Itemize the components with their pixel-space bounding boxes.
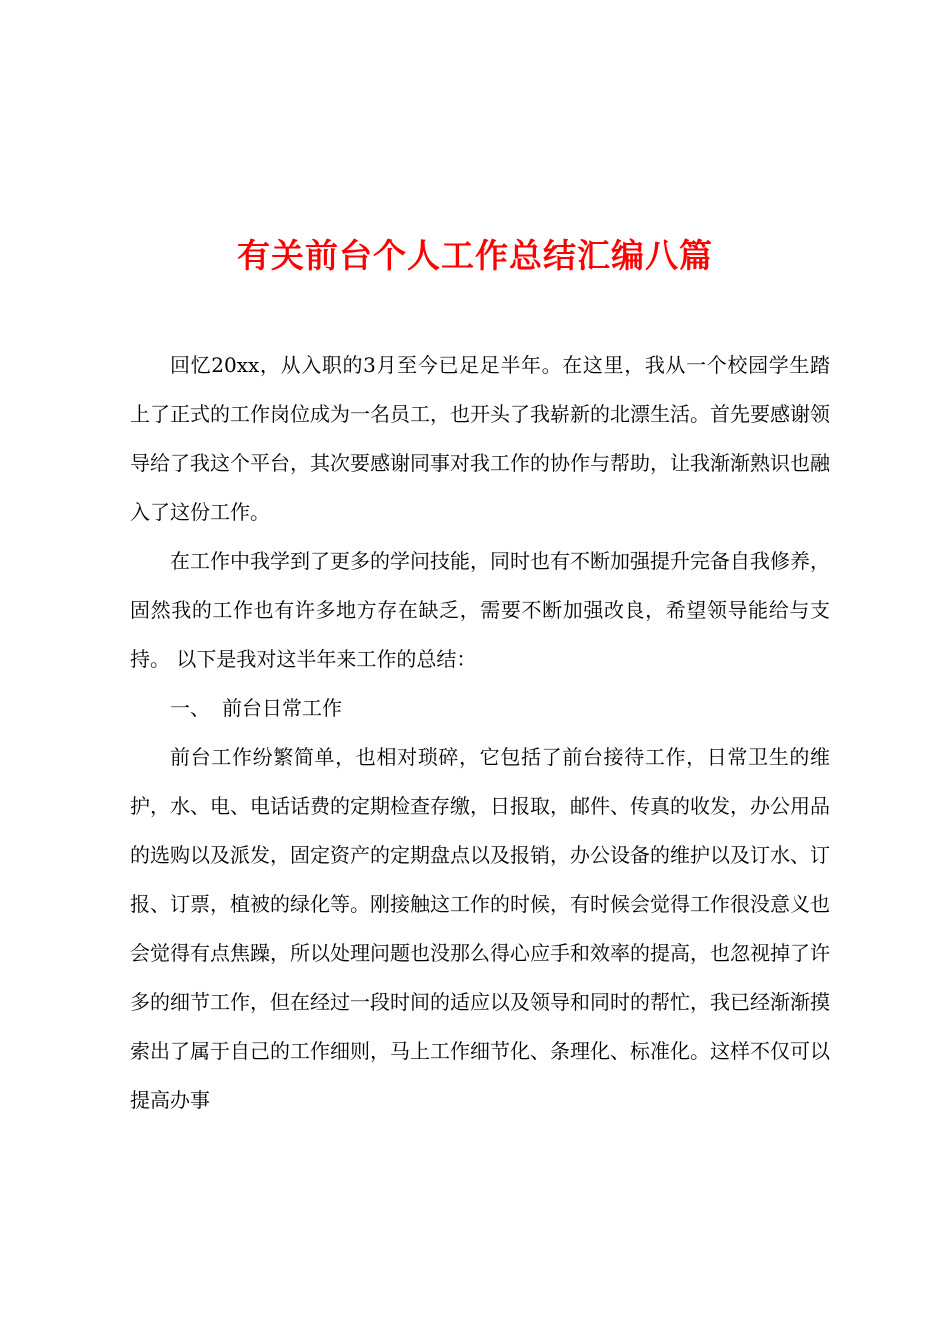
section-number: 一、 <box>170 696 210 720</box>
section-heading-text: 前台日常工作 <box>222 696 342 720</box>
section-paragraph: 前台工作纷繁简单，也相对琐碎，它包括了前台接待工作，日常卫生的维护，水、电、电话话费的定期检查存缴，日报取，邮件、传真的收发，办公用品的选购以及派发，固定资产的定期盘点以及报销，办公设备的维护以及订水、订报、订票，植被的绿化等。刚接触这工作的时候，有时候会觉得工作很没意义也会觉得有点焦躁，所以处理问题也没那么得心应手和效率的提高，也忽视掉了许多的细节工作，但在经过一段时间的适应以及领导和同时的帮忙，我已经渐渐摸索出了属于自己的工作细则，马上工作细节化、条理化、标准化。这样不仅可以提高办事 <box>130 745 830 1112</box>
document-title: 有关前台个人工作总结汇编八篇 <box>237 236 713 276</box>
intro-paragraph: 回忆20xx，从入职的3月至今已足足半年。在这里，我从一个校园学生踏上了正式的工作岗位成为一名员工，也开头了我崭新的北漂生活。首先要感谢领导给了我这个平台，其次要感谢同事对我工作的协作与帮助，让我渐渐熟识也融入了这份工作。 <box>130 353 830 524</box>
document-body <box>130 341 830 1125</box>
learning-paragraph: 在工作中我学到了更多的学问技能，同时也有不断加强提升完备自我修养，固然我的工作也有许多地方存在缺乏，需要不断加强改良，希望领导能给与支持。 以下是我对这半年来工作的总结： <box>130 549 830 671</box>
section-heading <box>130 684 830 733</box>
